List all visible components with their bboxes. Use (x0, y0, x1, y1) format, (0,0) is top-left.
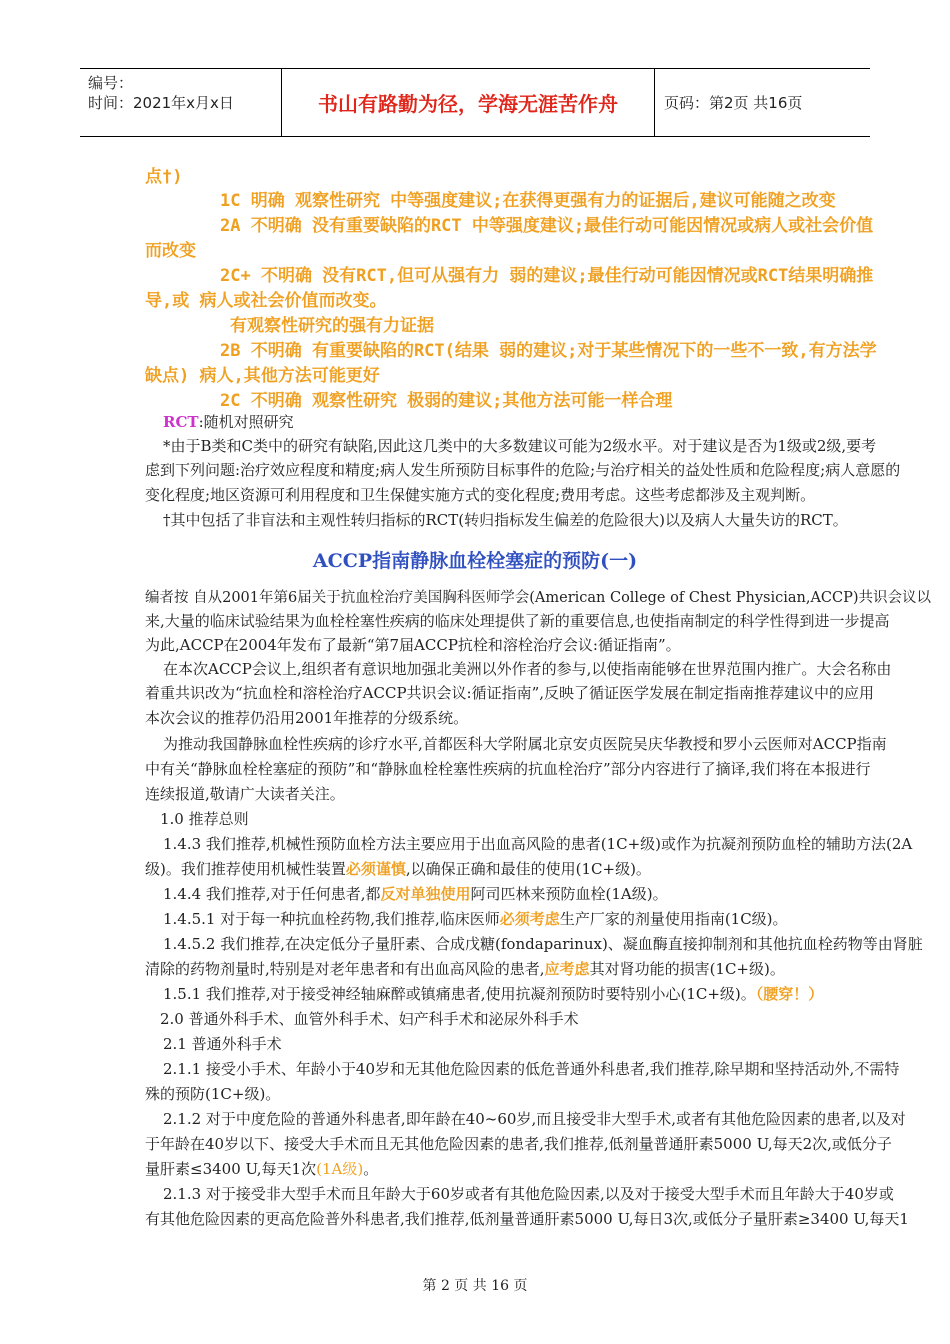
rec-line (145, 958, 785, 979)
rec-text: 生产厂家的剂量使用指南(1C级)。 (559, 910, 788, 928)
rec-text: 1.4.4 我们推荐,对于任何患者,都 (163, 885, 381, 903)
rec-text: 级)。我们推荐使用机械性装置 (145, 860, 346, 878)
rec-emphasis: (1A级) (316, 1160, 364, 1178)
page-footer: 第 2 页 共 16 页 (422, 1278, 528, 1294)
rec-line: 2.1.1 接受小手术、年龄小于40岁和无其他危险因素的低危普通外科患者,我们推荐,除早期和坚持活动外,不需特 (163, 1060, 900, 1078)
header-motto: 书山有路勤为径，学海无涯苦作舟 (281, 69, 655, 136)
grade-line: 导,或 病人或社会价值而改变。 (145, 291, 387, 311)
rct-note (163, 411, 294, 432)
rec-text: 1.4.5.1 对于每一种抗血栓药物,我们推荐,临床医师 (163, 910, 500, 928)
body-line: 在本次ACCP会议上,组织者有意识地加强北美洲以外作者的参与,以使指南能够在世界范围内推广。大会名称由 (163, 660, 892, 678)
grade-line: 1C 明确 观察性研究 中等强度建议;在获得更强有力的证据后,建议可能随之改变 (220, 191, 836, 211)
rec-emphasis: 必须谨慎 (345, 860, 406, 878)
rec-line: 2.1.3 对于接受非大型手术而且年龄大于60岁或者有其他危险因素,以及对于接受大型手术而且年龄大于40岁或 (163, 1185, 894, 1203)
code-label: 编号： (88, 74, 134, 92)
date-label: 时间：2021年x月x日 (88, 94, 234, 112)
rec-text: 1.5.1 我们推荐,对于接受神经轴麻醉或镇痛患者,使用抗凝剂预防时要特别小心(1C+级)。 (163, 985, 756, 1003)
body-line: 编者按 自从2001年第6届关于抗血栓治疗美国胸科医师学会(American College of Chest Physician,ACCP)共识会议以 (145, 590, 932, 606)
body-line: 为此,ACCP在2004年发布了最新“第7届ACCP抗栓和溶栓治疗会议:循证指南”。 (145, 636, 681, 654)
rec-line: 2.1.2 对于中度危险的普通外科患者,即年龄在40~60岁,而且接受非大型手术,或者有其他危险因素的患者,以及对 (163, 1110, 906, 1128)
body-line: 着重共识改为“抗血栓和溶栓治疗ACCP共识会议:循证指南”,反映了循证医学发展在制定指南推荐建议中的应用 (145, 684, 875, 702)
article-title: ACCP指南静脉血栓栓塞症的预防(一) (312, 550, 638, 572)
body-line: 本次会议的推荐仍沿用2001年推荐的分级系统。 (145, 709, 469, 727)
rec-emphasis: 必须考虑 (499, 910, 560, 928)
note-line: *由于B类和C类中的研究有缺陷,因此这几类中的大多数建议可能为2级水平。对于建议是否为1级或2级,要考 (163, 437, 877, 455)
rec-line (163, 983, 823, 1004)
section-heading: 2.1 普通外科手术 (163, 1035, 282, 1053)
rec-line (163, 883, 668, 904)
note-line: †其中包括了非盲法和主观性转归指标的RCT(转归指标发生偏差的危险很大)以及病人大量失访的RCT。 (163, 511, 848, 529)
grade-line: 2B 不明确 有重要缺陷的RCT(结果 弱的建议;对于某些情况下的一些不一致,有方法学 (220, 341, 877, 361)
section-heading: 1.0 推荐总则 (160, 810, 249, 828)
rec-line: 有其他危险因素的更高危险普外科患者,我们推荐,低剂量普通肝素5000 U,每日3次,或低分子量肝素≥3400 U,每天1 (145, 1210, 909, 1228)
rct-text: :随机对照研究 (198, 413, 294, 431)
rec-line: 于年龄在40岁以下、接受大手术而且无其他危险因素的患者,我们推荐,低剂量普通肝素5000 U,每天2次,或低分子 (145, 1135, 892, 1153)
note-line: 变化程度;地区资源可利用程度和卫生保健实施方式的变化程度;费用考虑。这些考虑都涉及主观判断。 (145, 486, 816, 504)
grade-line: 缺点) 病人,其他方法可能更好 (145, 366, 380, 386)
grade-line: 2A 不明确 没有重要缺陷的RCT 中等强度建议;最佳行动可能因情况或病人或社会价值 (220, 216, 874, 236)
header-page-info: 页码：第2页 共16页 (664, 94, 803, 112)
rec-text: 其对肾功能的损害(1C+级)。 (589, 960, 785, 978)
rec-line: 1.4.5.2 我们推荐,在决定低分子量肝素、合成戊糖(fondaparinux)、凝血酶直接抑制剂和其他抗血栓药物等由肾脏 (163, 935, 923, 953)
body-line: 来,大量的临床试验结果为血栓栓塞性疾病的临床处理提供了新的重要信息,也使指南制定的科学性得到进一步提高 (145, 612, 890, 630)
grade-line: 而改变 (145, 241, 196, 261)
rec-text: 量肝素≤3400 U,每天1次 (145, 1160, 317, 1178)
rec-line: 1.4.3 我们推荐,机械性预防血栓方法主要应用于出血高风险的患者(1C+级)或作为抗凝剂预防血栓的辅助方法(2A (163, 835, 913, 853)
rec-text: 清除的药物剂量时,特别是对老年患者和有出血高风险的患者, (145, 960, 545, 978)
note-line: 虑到下列问题:治疗效应程度和精度;病人发生所预防目标事件的危险;与治疗相关的益处性质和危险程度;病人意愿的 (145, 461, 901, 479)
grade-line: 有观察性研究的强有力证据 (230, 316, 434, 336)
header-meta (80, 69, 288, 140)
body-line: 中有关“静脉血栓栓塞症的预防”和“静脉血栓栓塞性疾病的抗血栓治疗”部分内容进行了摘译,我们将在本报进行 (145, 760, 871, 778)
page-header (80, 68, 870, 137)
rec-text: ,以确保正确和最佳的使用(1C+级)。 (405, 860, 651, 878)
rec-emphasis: （腰穿！） (755, 985, 824, 1003)
rec-emphasis: 应考虑 (544, 960, 590, 978)
rct-abbr: RCT (163, 413, 199, 431)
body-line: 连续报道,敬请广大读者关注。 (145, 785, 345, 803)
rec-line (145, 858, 651, 879)
rec-text: 。 (363, 1160, 379, 1178)
rec-emphasis: 反对单独使用 (380, 885, 471, 903)
body-line: 为推动我国静脉血栓性疾病的诊疗水平,首都医科大学附属北京安贞医院吴庆华教授和罗小云医师对ACCP指南 (163, 735, 887, 753)
rec-line (145, 1158, 378, 1179)
grade-line: 2C+ 不明确 没有RCT,但可从强有力 弱的建议;最佳行动可能因情况或RCT结果明确推 (220, 266, 874, 286)
rec-text: 阿司匹林来预防血栓(1A级)。 (470, 885, 668, 903)
rec-line: 殊的预防(1C+级)。 (145, 1085, 281, 1103)
section-heading: 2.0 普通外科手术、血管外科手术、妇产科手术和泌尿外科手术 (160, 1010, 579, 1028)
grade-line: 点†) (145, 167, 183, 187)
grade-line: 2C 不明确 观察性研究 极弱的建议;其他方法可能一样合理 (220, 391, 673, 411)
rec-line (163, 908, 788, 929)
